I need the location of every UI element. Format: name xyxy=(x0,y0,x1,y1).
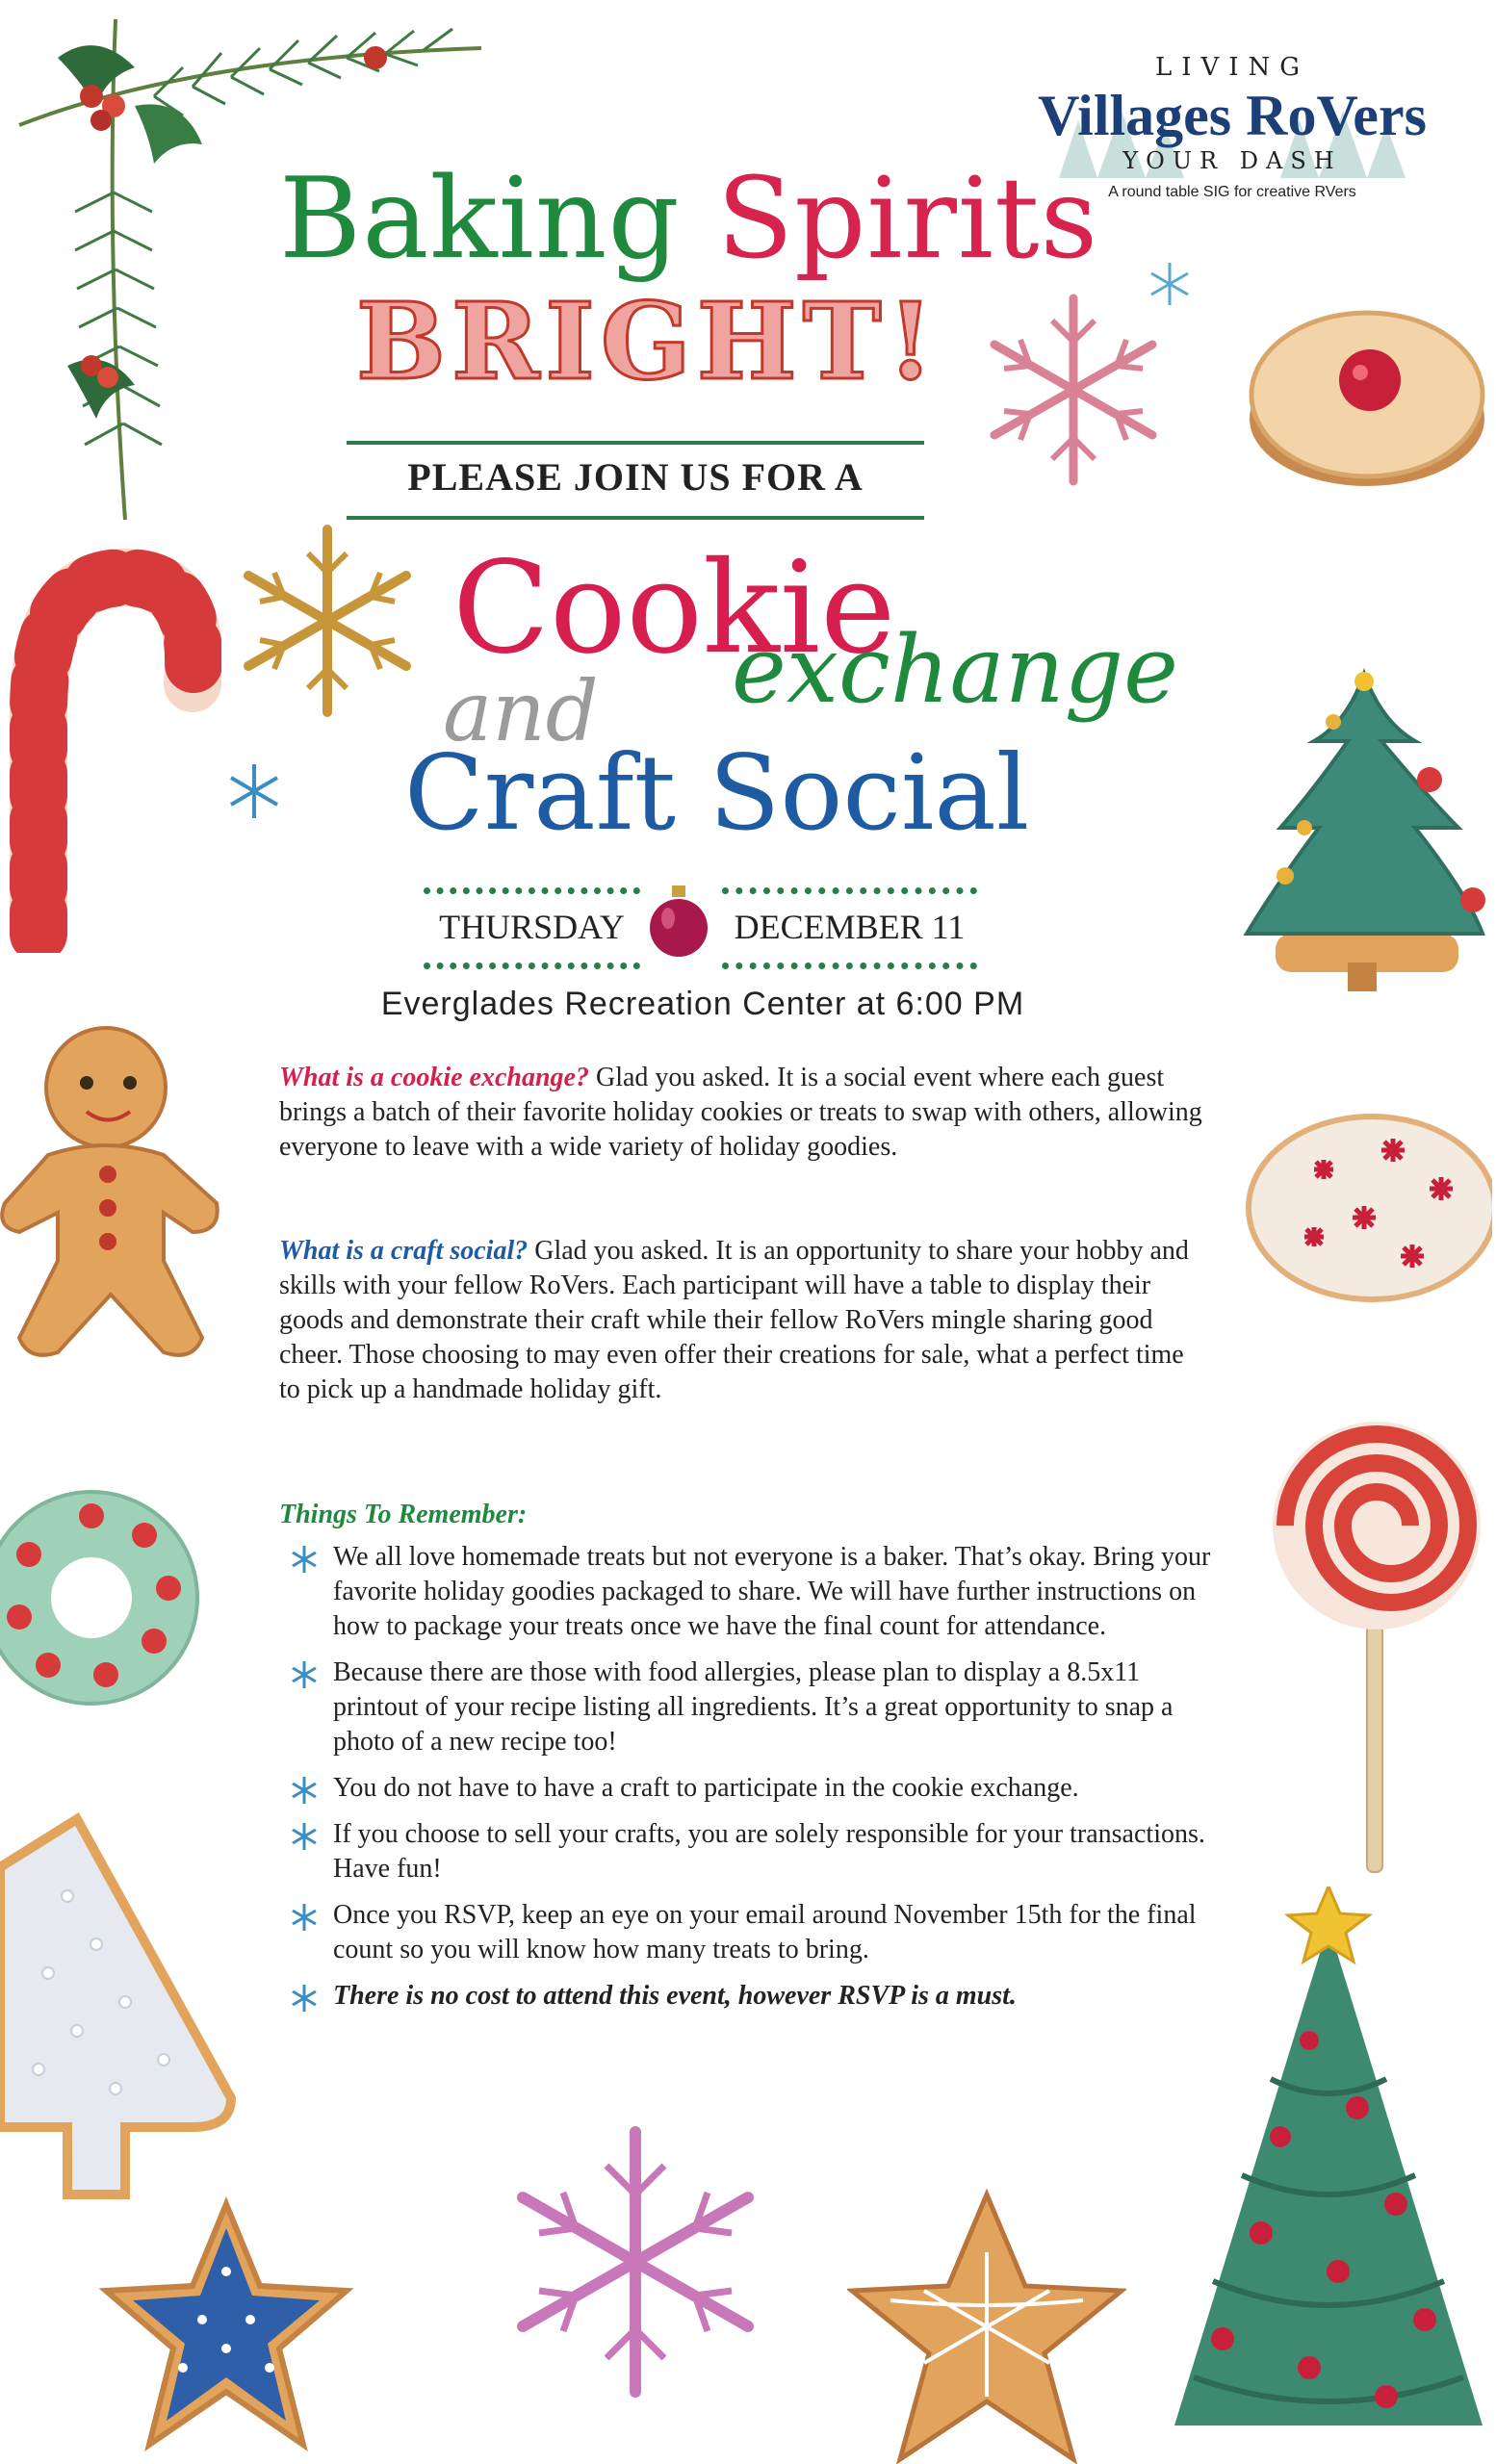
iced-cookie-icon xyxy=(1237,1102,1492,1304)
list-item-text: If you choose to sell your crafts, you are solely responsible for your transactions. Have fun! xyxy=(333,1819,1205,1884)
snowflake-icon xyxy=(1146,260,1194,308)
question-cookie-exchange: What is a cookie exchange? xyxy=(279,1063,589,1092)
list-item-text: Because there are those with food allergies, please plan to display a 8.5x11 printout of your recipe listing all ingredients. It’s a great opportunity to snap a photo of a new recipe too! xyxy=(333,1657,1174,1757)
snowflake-bullet-icon xyxy=(289,1902,320,1933)
paragraph-cookie-exchange xyxy=(279,1061,1203,1165)
list-item-text: You do not have to have a craft to participate in the cookie exchange. xyxy=(333,1773,1079,1803)
snowflake-icon xyxy=(972,289,1174,491)
dotted-divider xyxy=(722,887,977,894)
logo-tagline: A round table SIG for creative RVers xyxy=(1108,184,1356,200)
list-item xyxy=(289,1540,1213,1644)
christmas-tree-icon xyxy=(1165,1886,1492,2464)
list-item-text: Once you RSVP, keep an eye on your email around November 15th for the final count so you will know how many treats to bring. xyxy=(333,1900,1197,1964)
answer-craft-social: Glad you asked. It is an opportunity to share your hobby and skills with your fellow RoVers. Each participant will have a table to display their goods and demonstrate their craft while their fellow RoVers mingle sharing good cheer. Those choosing to may even offer their creations for sale, what a perfect time to pick up a handmade holiday gift. xyxy=(279,1236,1189,1404)
list-item xyxy=(289,1656,1213,1759)
list-item xyxy=(289,1771,1213,1806)
divider xyxy=(347,441,924,445)
divider xyxy=(347,516,924,520)
dotted-divider xyxy=(722,962,977,969)
event-title-craft-social: Craft Social xyxy=(404,733,1030,854)
star-cookie-icon xyxy=(847,2185,1126,2464)
snowflake-icon xyxy=(221,515,433,727)
jam-cookie-icon xyxy=(1247,303,1487,496)
logo-line-living: LIVING xyxy=(1154,53,1310,82)
event-title-cookie: Cookie xyxy=(452,534,896,682)
tree-cookie-icon xyxy=(0,1810,241,2214)
tree-cake-icon xyxy=(1237,664,1492,996)
title-word-baking: Baking xyxy=(279,154,681,284)
paragraph-craft-social xyxy=(279,1234,1203,1407)
list-item-text: There is no cost to attend this event, however RSVP is a must. xyxy=(333,1981,1017,2011)
event-date: DECEMBER 11 xyxy=(734,908,966,946)
title-word-spirits: Spirits xyxy=(716,154,1099,284)
event-title-exchange: exchange xyxy=(732,616,1178,724)
remember-heading: Things To Remember: xyxy=(279,1500,528,1529)
logo-brand: Villages RoVers xyxy=(1038,84,1427,147)
dotted-divider xyxy=(424,887,640,894)
snowflake-bullet-icon xyxy=(289,1775,320,1806)
event-title-and: and xyxy=(443,664,599,760)
list-item xyxy=(289,1979,1213,2014)
question-craft-social: What is a craft social? xyxy=(279,1236,529,1266)
lollipop-icon xyxy=(1271,1410,1492,1882)
gingerbread-man-icon xyxy=(0,1020,221,1367)
snowflake-bullet-icon xyxy=(289,1659,320,1690)
snowflake-icon xyxy=(223,760,285,822)
list-item xyxy=(289,1817,1213,1886)
subtitle: PLEASE JOIN US FOR A xyxy=(407,455,864,499)
snowflake-bullet-icon xyxy=(289,1983,320,2014)
snowflake-icon xyxy=(491,2118,780,2406)
dotted-divider xyxy=(424,962,640,969)
candy-cane-icon xyxy=(0,539,221,953)
event-location: Everglades Recreation Center at 6:00 PM xyxy=(380,986,1025,1022)
title-bright: BRIGHT! xyxy=(356,279,940,403)
answer-cookie-exchange: Glad you asked. It is a social event where each guest brings a batch of their favorite holiday cookies or treats to swap with others, allowing everyone to leave with a wide variety of holiday goodies. xyxy=(279,1063,1202,1162)
star-cookie-icon xyxy=(96,2194,356,2464)
event-day: THURSDAY xyxy=(439,908,625,946)
wreath-cookie-icon xyxy=(0,1482,212,1713)
snowflake-bullet-icon xyxy=(289,1544,320,1575)
snowflake-bullet-icon xyxy=(289,1821,320,1852)
ornament-icon xyxy=(647,884,710,961)
page-title xyxy=(279,154,1098,284)
list-item-text: We all love homemade treats but not everyone is a baker. That’s okay. Bring your favorite holiday goodies packaged to share. We will have further instructions on how to package your treats once we have the final count for attendance. xyxy=(333,1542,1211,1641)
list-item xyxy=(289,1898,1213,1967)
remember-list xyxy=(289,1540,1213,2025)
logo-line-dash: YOUR DASH xyxy=(1122,147,1342,174)
